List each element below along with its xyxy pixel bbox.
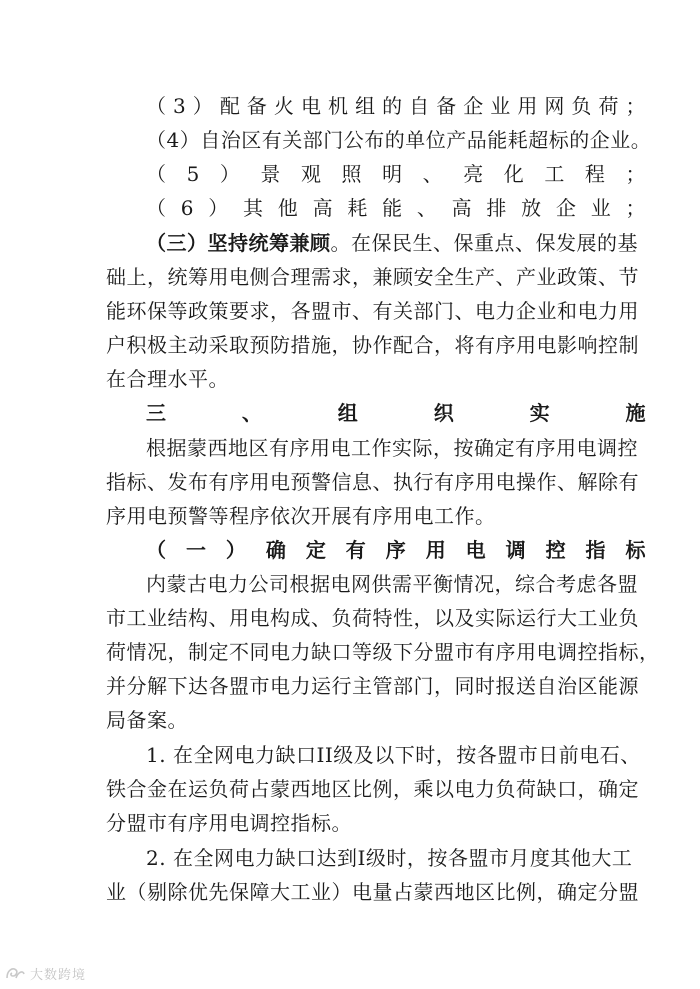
section-heading-implementation: 三、组织实施	[146, 401, 646, 425]
paragraph-implementation-line-3: 序用电预警等程序依次开展有序用电工作。	[106, 504, 496, 528]
paragraph-coordination-line-3: 能环保等政策要求，各盟市、有关部门、电力企业和电力用	[106, 299, 639, 323]
paragraph-indicators-line-4: 并分解下达各盟市电力运行主管部门，同时报送自治区能源	[106, 674, 639, 698]
paragraph-implementation-line-1: 根据蒙西地区有序用电工作实际，按确定有序用电调控	[146, 436, 638, 460]
watermark	[4, 960, 114, 986]
paragraph-coordination-line-2: 础上，统筹用电侧合理需求，兼顾安全生产、产业政策、节	[106, 265, 639, 289]
list-item-6: （6）其他高耗能、高排放企业；	[146, 196, 646, 220]
paragraph-indicators-line-3: 荷情况，制定不同电力缺口等级下分盟市有序用电调控指标，	[106, 640, 660, 664]
list-item-5: （5）景观照明、亮化工程；	[146, 162, 646, 186]
paragraph-indicators-line-5: 局备案。	[106, 708, 188, 732]
subsection-heading-indicators: （一）确定有序用电调控指标	[146, 538, 646, 562]
paragraph-indicators-line-1: 内蒙古电力公司根据电网供需平衡情况，综合考虑各盟	[146, 572, 638, 596]
item-1-line-3: 分盟市有序用电调控指标。	[106, 811, 352, 835]
paragraph-text: 。在保民生、保重点、保发展的基	[330, 231, 638, 255]
paragraph-coordination-line-5: 在合理水平。	[106, 367, 229, 391]
watermark-text: 大数跨境	[30, 967, 87, 983]
item-1-line-2: 铁合金在运负荷占蒙西地区比例，乘以电力负荷缺口，确定	[106, 777, 639, 801]
section-lead-bold: （三）坚持统筹兼顾	[146, 231, 331, 255]
paragraph-indicators-line-2: 市工业结构、用电构成、负荷特性，以及实际运行大工业负	[106, 606, 639, 630]
paragraph-implementation-line-2: 指标、发布有序用电预警信息、执行有序用电操作、解除有	[106, 470, 639, 494]
item-1-line-1: 1. 在全网电力缺口II级及以下时，按各盟市日前电石、	[146, 743, 641, 767]
list-item-4: （4）自治区有关部门公布的单位产品能耗超标的企业。	[146, 128, 652, 152]
item-2-line-2: 业（剔除优先保障大工业）电量占蒙西地区比例，确定分盟	[106, 880, 639, 904]
watermark-logo-icon	[4, 964, 26, 982]
item-2-line-1: 2. 在全网电力缺口达到I级时，按各盟市月度其他大工	[146, 846, 633, 870]
paragraph-coordination-line-1	[146, 231, 638, 255]
list-item-3: （3）配备火电机组的自备企业用网负荷；	[146, 94, 646, 118]
paragraph-coordination-line-4: 户积极主动采取预防措施，协作配合，将有序用电影响控制	[106, 333, 639, 357]
